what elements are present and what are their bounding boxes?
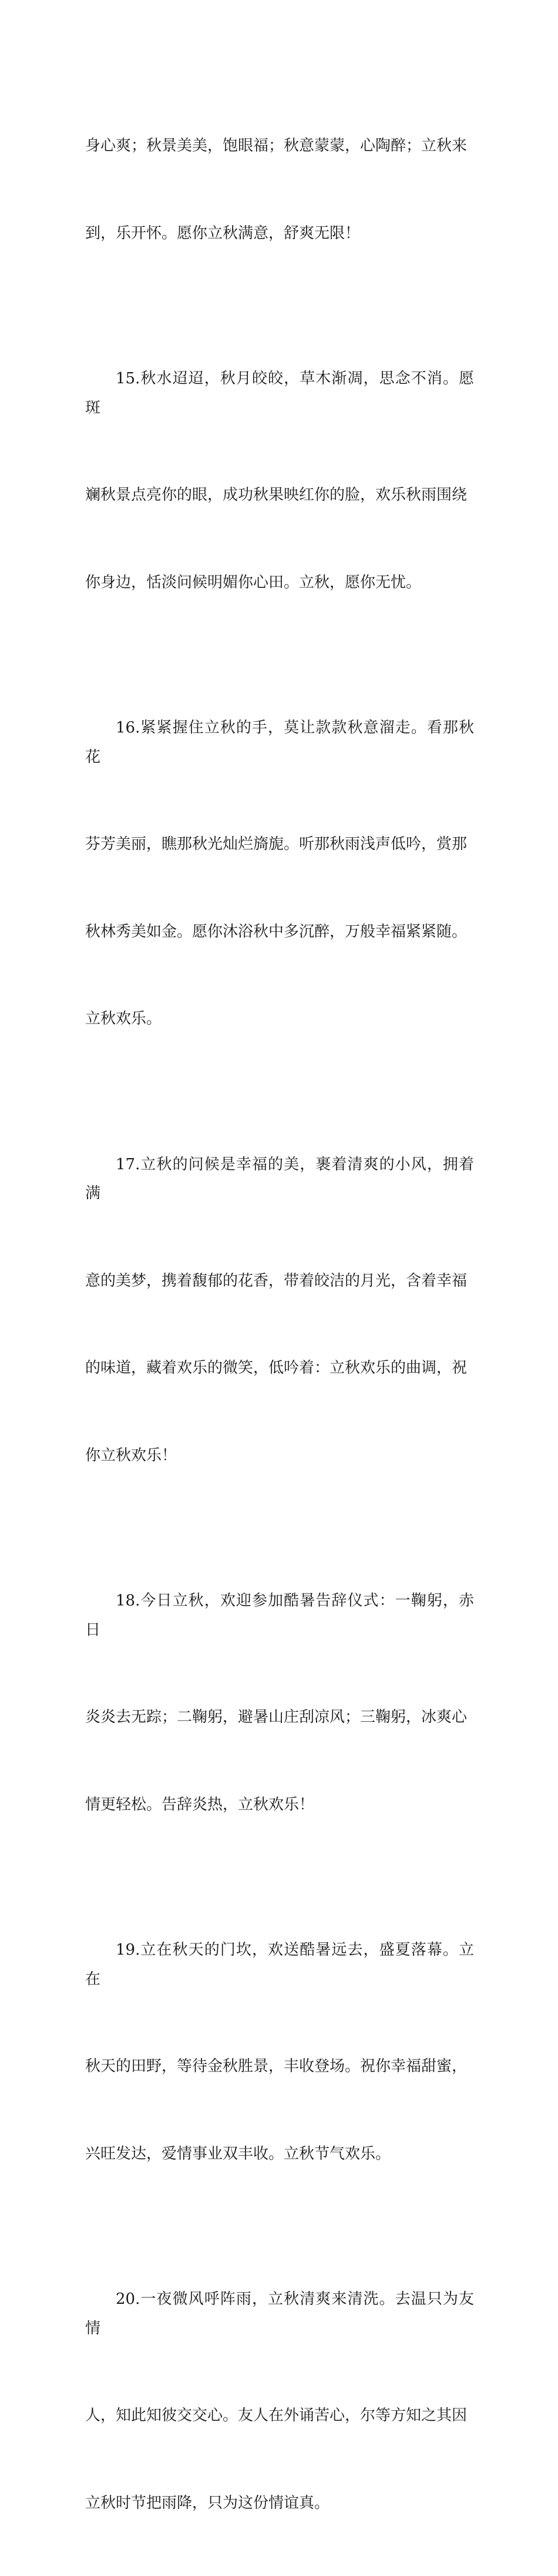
text-line: 你身边，恬淡问候明媚你心田。立秋，愿你无忧。 <box>85 573 422 591</box>
text-line: 芬芳美丽，瞧那秋光灿烂旖旎。听那秋雨浅声低吟，赏那 <box>85 835 468 853</box>
text-line: 身心爽；秋景美美，饱眼福；秋意蒙蒙，心陶醉；立秋来 <box>85 137 468 155</box>
text-line: 18.今日立秋，欢迎参加酷暑告辞仪式：一鞠躬，赤日 <box>85 1592 474 1639</box>
paragraph-continued <box>85 73 474 306</box>
text-line: 17.立秋的问候是幸福的美，裹着清爽的小风，拥着满 <box>85 1155 474 1202</box>
text-line: 16.紧紧握住立秋的手，莫让款款秋意溜走。看那秋花 <box>85 719 474 766</box>
text-line: 立秋时节把雨降，只为这份情谊真。 <box>85 2494 330 2512</box>
document-body <box>85 73 474 2576</box>
text-line: 情更轻松。告辞炎热，立秋欢乐！ <box>85 1795 315 1814</box>
text-line: 意的美梦，携着馥郁的花香，带着皎洁的月光，含着幸福 <box>85 1272 468 1290</box>
text-line: 你立秋欢乐！ <box>85 1446 177 1464</box>
text-line: 到，乐开怀。愿你立秋满意，舒爽无限！ <box>85 224 361 242</box>
text-line: 的味道，藏着欢乐的微笑，低吟着：立秋欢乐的曲调，祝 <box>85 1359 468 1377</box>
text-line: 兴旺发达，爱情事业双丰收。立秋节气欢乐。 <box>85 2145 391 2163</box>
paragraph-item-20 <box>85 2227 474 2576</box>
text-line: 炎炎去无踪；二鞠躬，避暑山庄刮凉风；三鞠躬，冰爽心 <box>85 1708 468 1726</box>
paragraph-item-15 <box>85 306 474 655</box>
text-line: 15.秋水迢迢，秋月皎皎，草木渐凋，思念不消。愿斑 <box>85 370 474 417</box>
text-line: 立秋欢乐。 <box>85 1010 162 1028</box>
paragraph-item-18 <box>85 1528 474 1878</box>
paragraph-item-19 <box>85 1878 474 2227</box>
text-line: 人，知此知彼交交心。友人在外诵苦心，尔等方知之其因 <box>85 2407 468 2424</box>
paragraph-item-16 <box>85 655 474 1092</box>
text-line: 秋林秀美如金。愿你沐浴秋中多沉醉，万般幸福紧紧随。 <box>85 922 468 941</box>
text-line: 秋天的田野，等待金秋胜景，丰收登场。祝你幸福甜蜜， <box>85 2058 468 2075</box>
text-line: 斓秋景点亮你的眼，成功秋果映红你的脸，欢乐秋雨围绕 <box>85 486 468 504</box>
text-line: 19.立在秋天的门坎，欢送酷暑远去，盛夏落幕。立在 <box>85 1941 474 1988</box>
paragraph-item-17 <box>85 1092 474 1529</box>
text-line: 20.一夜微风呼阵雨，立秋清爽来清洗。去温只为友情 <box>85 2290 474 2337</box>
